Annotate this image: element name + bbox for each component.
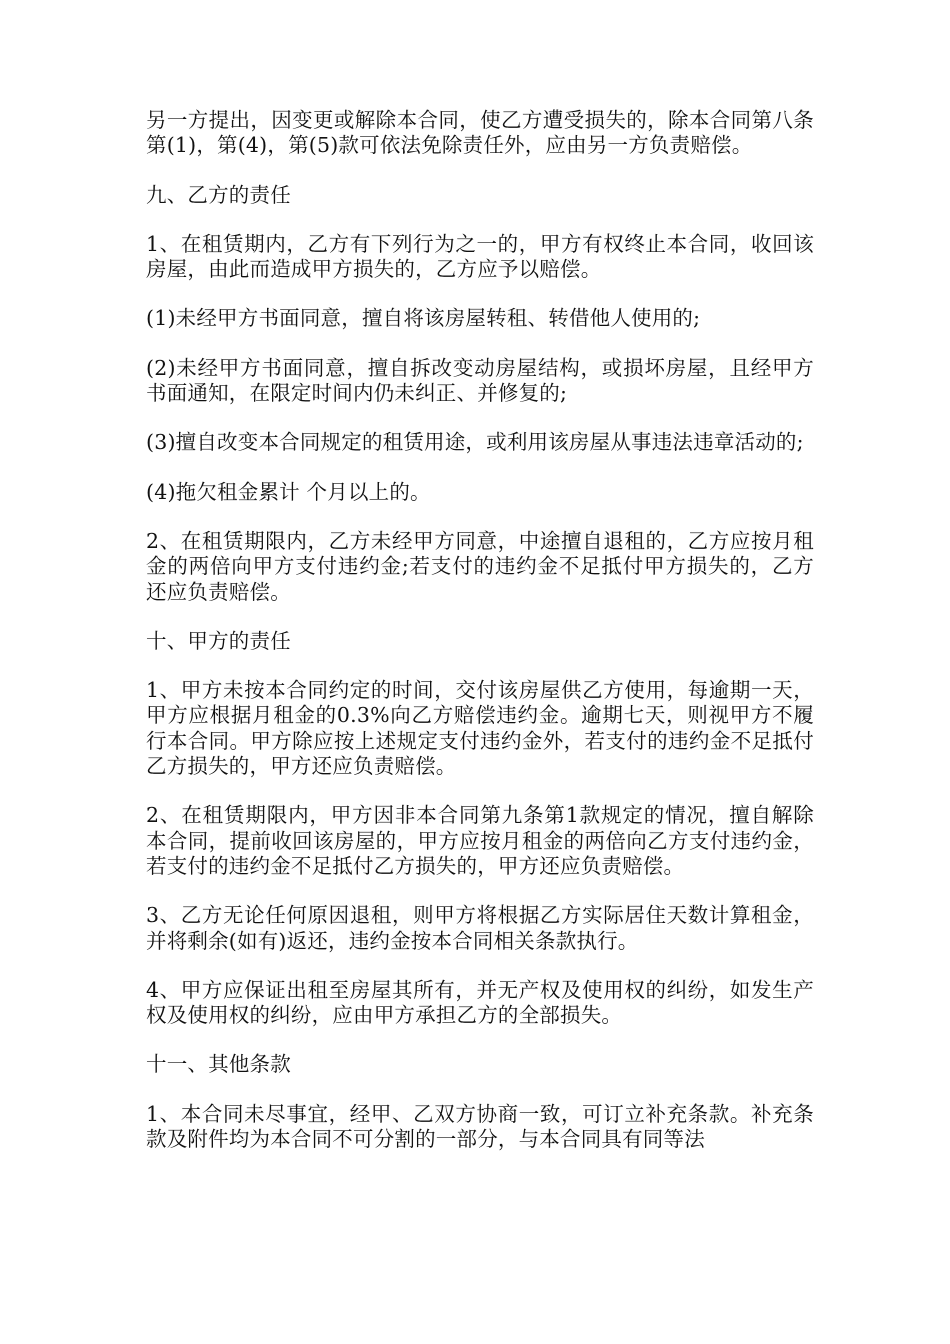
paragraph-10-4: 4、甲方应保证出租至房屋其所有，并无产权及使用权的纠纷，如发生产权及使用权的纠纷，应由甲方承担乙方的全部损失。: [146, 977, 814, 1028]
paragraph-10-3: 3、乙方无论任何原因退租，则甲方将根据乙方实际居住天数计算租金，并将剩余(如有)返还，违约金按本合同相关条款执行。: [146, 903, 814, 953]
paragraph-continuation: 另一方提出，因变更或解除本合同，使乙方遭受损失的，除本合同第八条第(1)，第(4)，第(5)款可依法免除责任外，应由另一方负责赔偿。: [146, 108, 814, 158]
paragraph-9-1-item-4: (4)拖欠租金累计 个月以上的。: [146, 479, 431, 504]
paragraph-11-1: 1、本合同未尽事宜，经甲、乙双方协商一致，可订立补充条款。补充条款及附件均为本合同不可分割的一部分，与本合同具有同等法: [146, 1101, 814, 1152]
paragraph-10-1: 1、甲方未按本合同约定的时间，交付该房屋供乙方使用，每逾期一天，甲方应根据月租金的0.3%向乙方赔偿违约金。逾期七天，则视甲方不履行本合同。甲方除应按上述规定支付违约金外，若支付的违约金不足抵付乙方损失的，甲方还应负责赔偿。: [146, 678, 814, 779]
document-page: [146, 108, 814, 1176]
section-heading-9: 九、乙方的责任: [146, 182, 291, 207]
paragraph-9-1-item-3: (3)擅自改变本合同规定的租赁用途，或利用该房屋从事违法违章活动的;: [146, 430, 804, 455]
paragraph-9-1: 1、在租赁期内，乙方有下列行为之一的，甲方有权终止本合同，收回该房屋，由此而造成甲方损失的，乙方应予以赔偿。: [146, 231, 814, 282]
section-heading-11: 十一、其他条款: [146, 1052, 291, 1077]
paragraph-9-1-item-2: (2)未经甲方书面同意，擅自拆改变动房屋结构，或损坏房屋，且经甲方书面通知，在限定时间内仍未纠正、并修复的;: [146, 355, 814, 406]
paragraph-9-1-item-1: (1)未经甲方书面同意，擅自将该房屋转租、转借他人使用的;: [146, 306, 701, 331]
paragraph-10-2: 2、在租赁期限内，甲方因非本合同第九条第1款规定的情况，擅自解除本合同，提前收回该房屋的，甲方应按月租金的两倍向乙方支付违约金，若支付的违约金不足抵付乙方损失的，甲方还应负责赔偿。: [146, 803, 814, 878]
paragraph-9-2: 2、在租赁期限内，乙方未经甲方同意，中途擅自退租的，乙方应按月租金的两倍向甲方支付违约金;若支付的违约金不足抵付甲方损失的，乙方还应负责赔偿。: [146, 528, 814, 604]
section-heading-10: 十、甲方的责任: [146, 628, 291, 653]
